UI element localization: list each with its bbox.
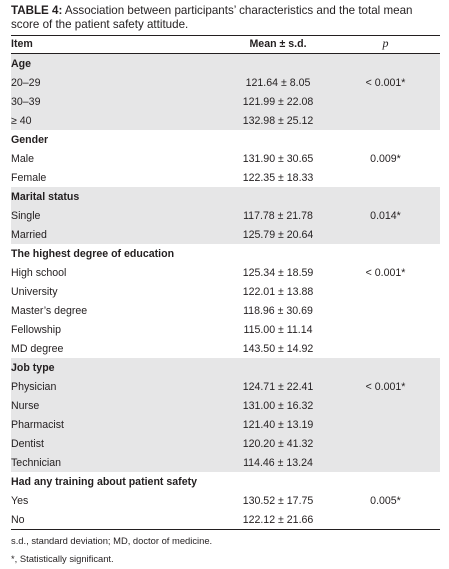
row-item: 20–29 [11, 73, 211, 92]
row-p-value [331, 282, 440, 301]
row-item: Married [11, 225, 211, 244]
row-item: Technician [11, 453, 211, 472]
table-row [11, 206, 440, 225]
row-item: Master’s degree [11, 304, 88, 317]
table-row [11, 377, 440, 396]
row-mean: 124.71 ± 22.41 [211, 377, 331, 396]
row-mean: 115.00 ± 11.14 [243, 323, 313, 336]
group-row [11, 472, 440, 491]
group-row [11, 244, 440, 263]
row-mean: 122.12 ± 21.66 [211, 510, 331, 530]
table-row [11, 225, 440, 244]
row-item: Female [11, 171, 47, 184]
row-p-value: 0.005* [370, 494, 401, 507]
row-mean: 121.99 ± 22.08 [211, 92, 331, 111]
row-mean: 114.46 ± 13.24 [211, 453, 331, 472]
header-row [11, 36, 440, 54]
footnote-abbreviations: s.d., standard deviation; MD, doctor of medicine. [11, 535, 213, 546]
group-label: Age [11, 54, 440, 74]
group-label: The highest degree of education [11, 247, 175, 260]
row-p-value [331, 92, 440, 111]
row-mean: 122.35 ± 18.33 [242, 171, 314, 184]
footnote-significance: *, Statistically significant. [11, 553, 114, 564]
row-p-value: 0.014* [331, 206, 440, 225]
header-mean: Mean ± s.d. [211, 36, 331, 54]
row-p-value [331, 415, 440, 434]
row-item: MD degree [11, 342, 64, 355]
table-row [11, 434, 440, 453]
row-item: High school [11, 266, 67, 279]
group-row [11, 358, 440, 377]
row-item: Physician [11, 377, 211, 396]
row-mean: 121.40 ± 13.19 [211, 415, 331, 434]
row-mean: 131.00 ± 16.32 [211, 396, 331, 415]
row-item: Single [11, 206, 211, 225]
group-label: Gender [11, 133, 49, 146]
group-label: Job type [11, 358, 440, 377]
row-item: ≥ 40 [11, 111, 211, 130]
table-row [11, 396, 440, 415]
row-p-value [331, 453, 440, 472]
table-row [11, 73, 440, 92]
table-row [11, 415, 440, 434]
table-body [11, 54, 440, 530]
row-mean: 130.52 ± 17.75 [242, 494, 314, 507]
row-p-value [331, 225, 440, 244]
header-p: p [331, 36, 440, 54]
table-row [11, 320, 440, 339]
row-item: Nurse [11, 396, 211, 415]
row-mean: 132.98 ± 25.12 [211, 111, 331, 130]
table-row [11, 263, 440, 282]
table-row [11, 92, 440, 111]
group-label: Marital status [11, 187, 440, 206]
table-row [11, 339, 440, 358]
table-row [11, 491, 440, 510]
group-label: Had any training about patient safety [11, 475, 198, 488]
table-row [11, 301, 440, 320]
data-table [11, 35, 440, 530]
header-item: Item [11, 36, 211, 54]
group-row [11, 54, 440, 74]
row-p-value [331, 396, 440, 415]
table-row [11, 111, 440, 130]
row-p-value: < 0.001* [365, 266, 406, 279]
row-mean: 131.90 ± 30.65 [242, 152, 314, 165]
row-item: Pharmacist [11, 415, 211, 434]
caption-text: Association between participants’ characteristics and the total mean score of the patient safety attitude. [11, 4, 413, 31]
row-p-value [331, 339, 440, 358]
row-item: Yes [11, 494, 29, 507]
row-item: Dentist [11, 434, 211, 453]
row-item: No [11, 510, 211, 530]
row-item: Male [11, 152, 34, 165]
row-p-value: < 0.001* [331, 377, 440, 396]
row-p-value [331, 510, 440, 530]
row-p-value [331, 434, 440, 453]
row-mean: 120.20 ± 41.32 [211, 434, 331, 453]
row-mean: 122.01 ± 13.88 [242, 285, 314, 298]
table-row [11, 149, 440, 168]
row-mean: 118.96 ± 30.69 [243, 304, 313, 317]
row-p-value: 0.009* [370, 152, 401, 165]
row-p-value [331, 111, 440, 130]
row-item: Fellowship [11, 323, 62, 336]
table-row [11, 510, 440, 530]
row-mean: 117.78 ± 21.78 [211, 206, 331, 225]
table-row [11, 168, 440, 187]
row-p-value [331, 301, 440, 320]
group-row [11, 187, 440, 206]
row-item: University [11, 285, 58, 298]
row-mean: 143.50 ± 14.92 [242, 342, 314, 355]
row-p-value [331, 168, 440, 187]
table-row [11, 282, 440, 301]
row-mean: 125.79 ± 20.64 [211, 225, 331, 244]
table-footnotes [11, 535, 440, 565]
row-mean: 121.64 ± 8.05 [211, 73, 331, 92]
table-caption [11, 4, 440, 32]
row-item: 30–39 [11, 92, 211, 111]
row-mean: 125.34 ± 18.59 [242, 266, 314, 279]
row-p-value [331, 320, 440, 339]
group-row [11, 130, 440, 149]
row-p-value: < 0.001* [331, 73, 440, 92]
caption-label: TABLE 4: [11, 4, 63, 17]
table-row [11, 453, 440, 472]
